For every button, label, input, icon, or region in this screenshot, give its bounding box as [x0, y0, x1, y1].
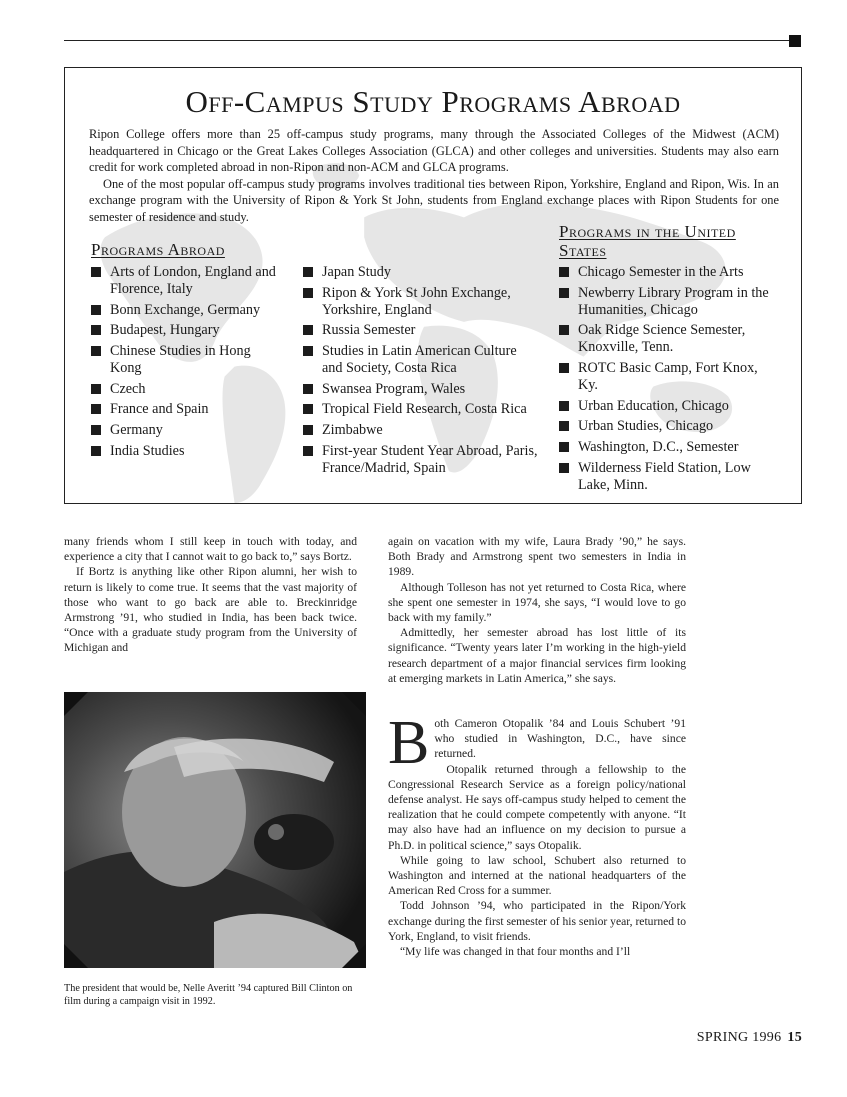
program-item: Arts of London, England and Florence, Italy: [91, 264, 281, 298]
program-item: France and Spain: [91, 401, 281, 418]
box-intro-paragraph: One of the most popular off-campus study programs involves traditional ties between Ripon, Yorkshire, England and Ripon, Wis. In an exchange program with the University of Ripon & York St John, students from England exchange places with Ripon Students for one semester of residence and study.: [89, 176, 779, 224]
programs-us-heading: Programs in the United States: [559, 222, 736, 260]
page-footer: [697, 1030, 802, 1046]
program-item: Studies in Latin American Culture and Society, Costa Rica: [303, 343, 538, 377]
program-item: Urban Education, Chicago: [559, 398, 781, 415]
programs-us-list: [559, 264, 781, 498]
program-item: Germany: [91, 422, 281, 439]
article-paragraph: [388, 709, 686, 778]
drop-cap: B: [388, 709, 430, 778]
box-intro-paragraph: Ripon College offers more than 25 off-campus study programs, many through the Associated Colleges of the Midwest (ACM) headquartered in Chicago or the Great Lakes Colleges Association (GLCA) and other colleges and universities. Students may also earn credit for work completed abroad in non-Ripon and non-ACM and GLCA programs.: [89, 127, 779, 175]
box-intro: [89, 126, 779, 226]
programs-abroad-list-2: [303, 264, 538, 481]
program-item: Oak Ridge Science Semester, Knoxville, Tenn.: [559, 322, 781, 356]
article-paragraph: Although Tolleson has not yet returned to Costa Rica, where she spent one semester in 1974, she says, “I would love to go back with my family.”: [388, 580, 686, 625]
program-item: Washington, D.C., Semester: [559, 439, 781, 456]
program-item: Zimbabwe: [303, 422, 538, 439]
program-item: Czech: [91, 381, 281, 398]
article-column-right: [388, 534, 686, 959]
program-item: Russia Semester: [303, 322, 538, 339]
programs-sidebar-box: [64, 67, 802, 504]
program-item: Chinese Studies in Hong Kong: [91, 343, 281, 377]
program-item: Urban Studies, Chicago: [559, 418, 781, 435]
photo-caption: The president that would be, Nelle Averitt ’94 captured Bill Clinton on film during a campaign visit in 1992.: [64, 983, 353, 1008]
article-paragraph: again on vacation with my wife, Laura Brady ’90,” he says. Both Brady and Armstrong spent two semesters in India in 1989.: [388, 535, 686, 579]
program-item: First-year Student Year Abroad, Paris, France/Madrid, Spain: [303, 443, 538, 477]
article-paragraph: many friends whom I still keep in touch with today, and experience a city that I cannot wait to go back to,” says Bortz.: [64, 535, 357, 564]
program-item: Newberry Library Program in the Humanities, Chicago: [559, 285, 781, 319]
article-column-left: [64, 534, 357, 656]
programs-abroad-list-1: [91, 264, 281, 464]
article-paragraph: Otopalik returned through a fellowship to the Congressional Research Service as a foreign policy/national defense analyst. He says off-campus study helped to cement the realization that he could compete competently with anyone. “It may also have had an influence on my decision to pursue a Ph.D. in political science,” says Otopalik.: [388, 762, 686, 852]
program-item: ROTC Basic Camp, Fort Knox, Ky.: [559, 360, 781, 394]
program-item: Japan Study: [303, 264, 538, 281]
photo-image: [64, 692, 366, 968]
box-title: Off-Campus Study Programs Abroad: [185, 84, 681, 119]
article-paragraph: While going to law school, Schubert also returned to Washington and interned at the national headquarters of the American Red Cross for a summer.: [388, 853, 686, 898]
program-item: Bonn Exchange, Germany: [91, 302, 281, 319]
programs-abroad-heading: Programs Abroad: [91, 240, 225, 259]
article-paragraph: “My life was changed in that four months and I’ll: [400, 945, 631, 959]
program-item: Chicago Semester in the Arts: [559, 264, 781, 281]
program-item: Swansea Program, Wales: [303, 381, 538, 398]
program-item: India Studies: [91, 443, 281, 460]
article-paragraph-text: oth Cameron Otopalik ’84 and Louis Schubert ’91 who studied in Washington, D.C., have since returned.: [434, 717, 686, 761]
top-rule: [64, 40, 792, 41]
article-paragraph: Todd Johnson ’94, who participated in the Ripon/York exchange during the first semester of his senior year, returned to York, England, to visit friends.: [388, 899, 686, 943]
issue-label: SPRING 1996: [696, 1030, 782, 1045]
page-number: 15: [787, 1030, 802, 1045]
program-item: Ripon & York St John Exchange, Yorkshire, England: [303, 285, 538, 319]
top-rule-marker: [789, 35, 801, 47]
clinton-photo: [64, 692, 366, 968]
program-item: Wilderness Field Station, Low Lake, Minn.: [559, 460, 781, 494]
article-paragraph: If Bortz is anything like other Ripon alumni, her wish to return is likely to come true. It seems that the vast majority of those who want to go back are able to. Breckinridge Armstrong ’91, who studied in India, has been back twice. “Once with a graduate study program from the University of Michigan and: [64, 565, 357, 655]
program-item: Budapest, Hungary: [91, 322, 281, 339]
article-paragraph: Admittedly, her semester abroad has lost little of its significance. “Twenty years later I’m working in the high-yield research department of a major financial services firm looking at emerging markets in Latin America,” she says.: [388, 626, 686, 685]
program-item: Tropical Field Research, Costa Rica: [303, 401, 538, 418]
